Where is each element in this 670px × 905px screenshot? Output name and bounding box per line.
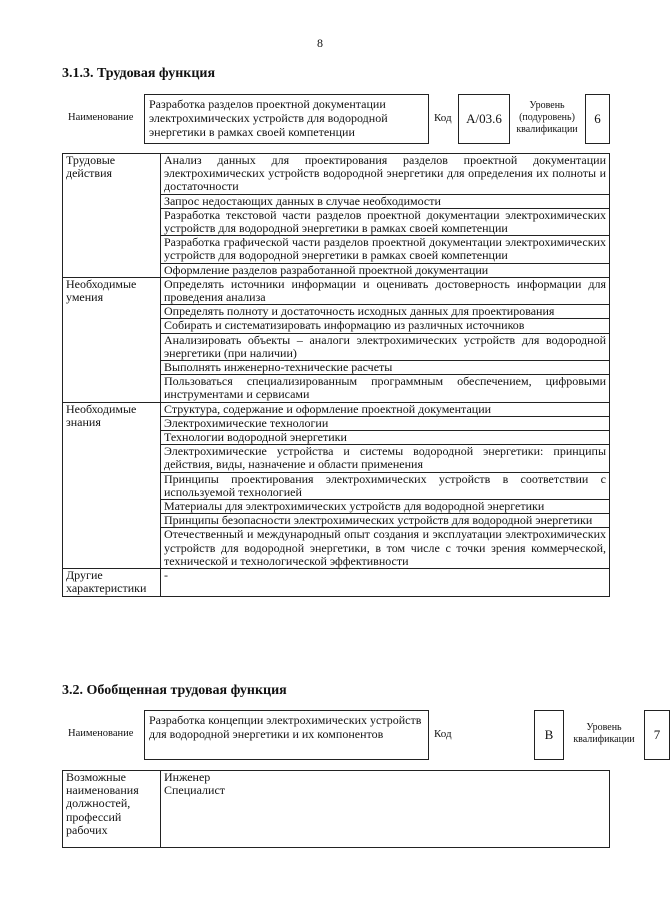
- level-label-line: квалификации: [573, 734, 635, 745]
- table-row: [63, 771, 610, 848]
- level-label: [562, 722, 646, 746]
- level-value-box: 6: [585, 94, 610, 144]
- item-cell: Материалы для электрохимических устройств для водородной энергетики: [161, 500, 610, 514]
- table-row: [63, 569, 610, 596]
- function-name-box: Разработка разделов проектной документации электрохимических устройств для водородной энергетики в рамках своей компетенции: [144, 94, 429, 144]
- category-cell: Необходимые умения: [63, 277, 161, 402]
- item-cell: Оформление разделов разработанной проектной документации: [161, 263, 610, 277]
- category-cell: Другие характеристики: [63, 569, 161, 596]
- page-number: 8: [317, 36, 323, 50]
- name-label: Наименование: [68, 728, 134, 739]
- level-label-line: Уровень: [529, 100, 565, 111]
- category-cell: Необходимые знания: [63, 402, 161, 568]
- function-header-3-2: [62, 710, 661, 760]
- table-row: [63, 154, 610, 195]
- item-cell: Анализировать объекты – аналоги электрохимических устройств для водородной энергетики (при наличии): [161, 333, 610, 360]
- item-cell: Электрохимические технологии: [161, 416, 610, 430]
- item-cell: -: [161, 569, 610, 596]
- positions-cell: [161, 771, 610, 848]
- category-cell: Трудовые действия: [63, 154, 161, 278]
- function-code-box: А/03.6: [458, 94, 510, 144]
- function-header-3-1-3: [62, 94, 610, 144]
- item-cell: Отечественный и международный опыт создания и эксплуатации электрохимических устройств для водородной энергетики, в том числе с точки зрения коммерческой, технической и технологической эффективности: [161, 528, 610, 569]
- position-item: Инженер: [164, 770, 211, 784]
- table-row: [63, 277, 610, 304]
- level-label-line: квалификации: [516, 124, 578, 135]
- level-label: [508, 100, 586, 136]
- item-cell: Технологии водородной энергетики: [161, 431, 610, 445]
- function-code-box: В: [534, 710, 564, 760]
- item-cell: Определять источники информации и оценивать достоверность информации для проведения анализа: [161, 277, 610, 304]
- name-label: Наименование: [68, 112, 134, 123]
- item-cell: Электрохимические устройства и системы водородной энергетики: принципы действия, виды, назначение и области применения: [161, 445, 610, 472]
- item-cell: Принципы безопасности электрохимических устройств для водородной энергетики: [161, 514, 610, 528]
- item-cell: Определять полноту и достаточность исходных данных для проектирования: [161, 305, 610, 319]
- item-cell: Разработка текстовой части разделов проектной документации электрохимических устройств для водородной энергетики в рамках своей компетенции: [161, 208, 610, 235]
- level-label-line: (подуровень): [519, 112, 575, 123]
- item-cell: Принципы проектирования электрохимических устройств в соответствии с используемой технологией: [161, 472, 610, 499]
- positions-table: [62, 770, 610, 848]
- item-cell: Запрос недостающих данных в случае необходимости: [161, 194, 610, 208]
- item-cell: Пользоваться специализированным программным обеспечением, цифровыми инструментами и сервисами: [161, 375, 610, 402]
- code-label: Код: [434, 728, 452, 740]
- item-cell: Разработка графической части разделов проектной документации электрохимических устройств для водородной энергетики в рамках своей компетенции: [161, 236, 610, 263]
- function-name-box: Разработка концепции электрохимических устройств для водородной энергетики и их компонентов: [144, 710, 429, 760]
- item-cell: Выполнять инженерно-технические расчеты: [161, 361, 610, 375]
- function-details-table: [62, 153, 610, 597]
- category-cell: Возможные наименования должностей, профессий рабочих: [63, 771, 161, 848]
- item-cell: Собирать и систематизировать информацию из различных источников: [161, 319, 610, 333]
- position-item: Специалист: [164, 783, 226, 798]
- item-cell: Структура, содержание и оформление проектной документации: [161, 402, 610, 416]
- table-row: [63, 402, 610, 416]
- item-cell: Анализ данных для проектирования разделов проектной документации электрохимических устройств водородной энергетики для определения их полноты и достаточности: [161, 154, 610, 195]
- section-heading-3-1-3: 3.1.3. Трудовая функция: [62, 66, 216, 81]
- level-value-box: 7: [644, 710, 670, 760]
- section-heading-3-2: 3.2. Обобщенная трудовая функция: [62, 683, 287, 698]
- code-label: Код: [434, 112, 452, 124]
- level-label-line: Уровень: [586, 722, 622, 733]
